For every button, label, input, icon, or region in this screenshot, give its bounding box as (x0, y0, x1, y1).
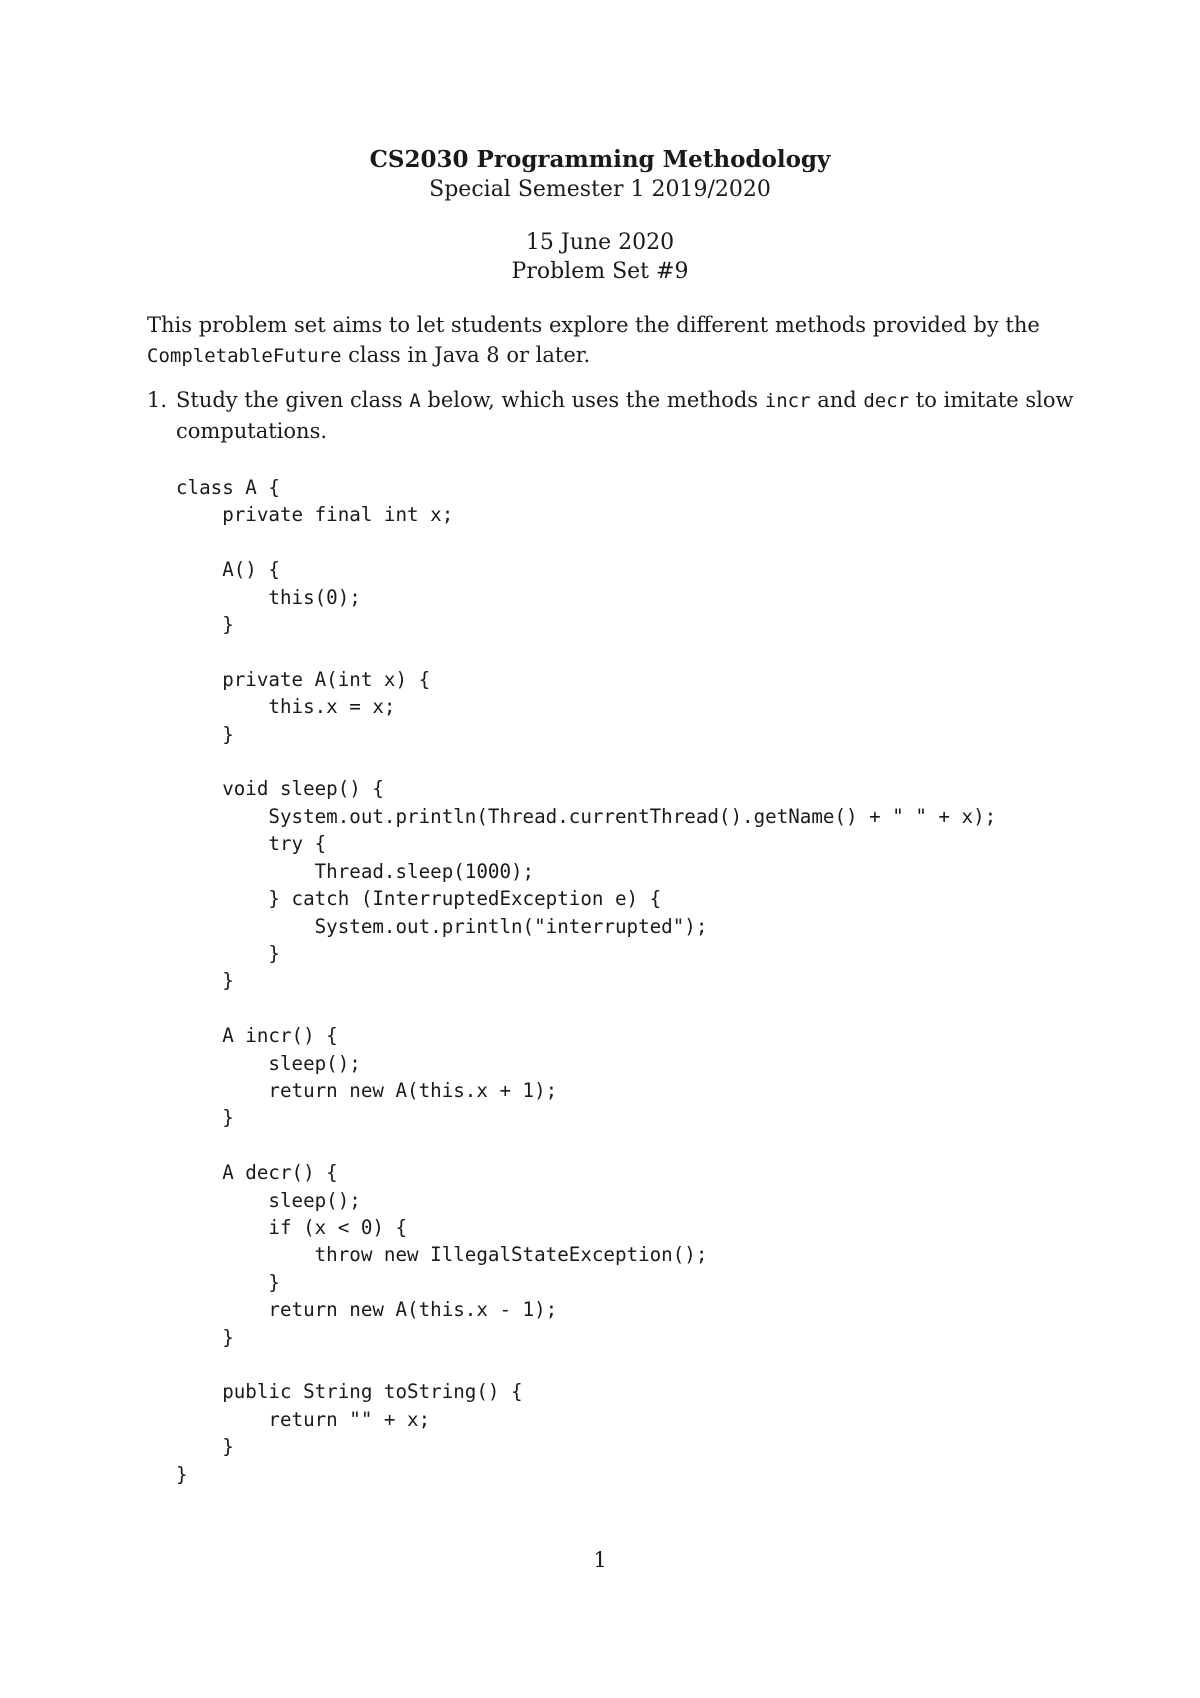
code-class-a: A (409, 390, 421, 412)
date: 15 June 2020 (525, 230, 675, 255)
page-number: 1 (593, 1548, 607, 1572)
question-number: 1. (147, 388, 168, 412)
code-decr: decr (863, 390, 910, 412)
question-text-b: below, which uses the methods (420, 388, 765, 412)
code-listing: class A { private final int x; A() { this(0); } private A(int x) { this.x = x; } void sleep() { System.out.println(Thread.currentThread().getName() + " " + x); try { Thread.sleep(1000); } catch (InterruptedException e) { System.out.println("interrupted"); } } A incr() { sleep(); return new A(this.x + 1); } A decr() { sleep(); if (x < 0) { throw new IllegalStateException(); } return new A(this.x - 1); } public String toString() { return "" + x; } } (176, 476, 997, 1486)
code-incr: incr (764, 390, 811, 412)
question-text-d: to imitate slow (909, 388, 1074, 412)
intro-line-1: This problem set aims to let students explore the different methods provided by the (147, 313, 1040, 337)
question-text-c: and (810, 388, 864, 412)
semester-subtitle: Special Semester 1 2019/2020 (429, 177, 771, 202)
question-text (176, 385, 1076, 446)
course-title: CS2030 Programming Methodology (369, 146, 831, 173)
question-line-2: computations. (176, 419, 328, 443)
class-name-code: CompletableFuture (147, 345, 342, 367)
problem-set-number: Problem Set #9 (511, 259, 689, 284)
question-line-1 (176, 385, 1076, 416)
intro-paragraph (147, 310, 1067, 371)
intro-line-2 (147, 340, 1067, 371)
question-text-a: Study the given class (176, 388, 410, 412)
intro-line-2-text: class in Java 8 or later. (341, 343, 591, 367)
